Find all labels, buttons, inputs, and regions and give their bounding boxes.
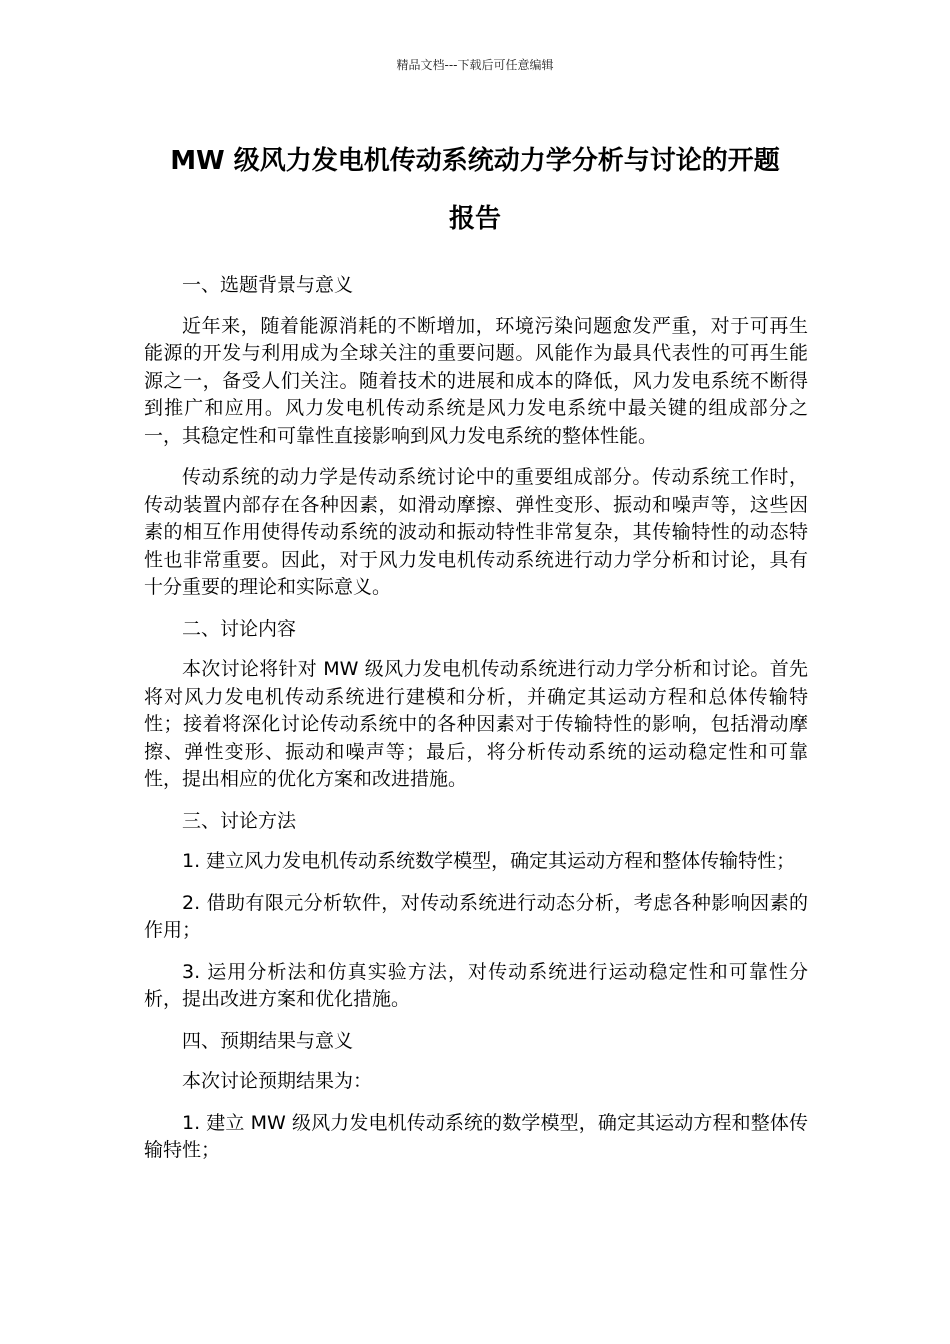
document-title-line1: MW 级风力发电机传动系统动力学分析与讨论的开题 <box>170 146 780 176</box>
section1-paragraph2: 传动系统的动力学是传动系统讨论中的重要组成部分。传动系统工作时，传动装置内部存在各种因素，如滑动摩擦、弹性变形、振动和噪声等，这些因素的相互作用使得传动系统的波动和振动特性非常复杂，其传输特性的动态特性也非常重要。因此，对于风力发电机传动系统进行动力学分析和讨论，具有十分重要的理论和实际意义。 <box>144 466 808 598</box>
section2-paragraph1: 本次讨论将针对 MW 级风力发电机传动系统进行动力学分析和讨论。首先将对风力发电机传动系统进行建模和分析，并确定其运动方程和总体传输特性；接着将深化讨论传动系统中的各种因素对于传输特性的影响，包括滑动摩擦、弹性变形、振动和噪声等；最后，将分析传动系统的运动稳定性和可靠性，提出相应的优化方案和改进措施。 <box>144 658 808 790</box>
section4-heading: 四、预期结果与意义 <box>182 1029 354 1052</box>
section1-paragraph1: 近年来，随着能源消耗的不断增加，环境污染问题愈发严重，对于可再生能源的开发与利用成为全球关注的重要问题。风能作为最具代表性的可再生能源之一，备受人们关注。随着技术的进展和成本的降低，风力发电系统不断得到推广和应用。风力发电机传动系统是风力发电系统中最关键的组成部分之一，其稳定性和可靠性直接影响到风力发电系统的整体性能。 <box>144 314 808 447</box>
document-title-line2: 报告 <box>448 204 501 234</box>
section4-intro: 本次讨论预期结果为： <box>182 1070 373 1092</box>
section3-item1: 1. 建立风力发电机传动系统数学模型，确定其运动方程和整体传输特性； <box>182 850 796 872</box>
section1-heading: 一、选题背景与意义 <box>182 274 354 296</box>
document-title <box>140 132 810 248</box>
document-body <box>144 272 808 1179</box>
section3-heading: 三、讨论方法 <box>182 809 297 832</box>
page-header-watermark: 精品文档---下载后可任意编辑 <box>396 58 554 72</box>
section2-heading: 二、讨论内容 <box>182 617 297 640</box>
section3-item2: 2. 借助有限元分析软件，对传动系统进行动态分析，考虑各种影响因素的作用； <box>144 891 808 941</box>
section4-item1: 1. 建立 MW 级风力发电机传动系统的数学模型，确定其运动方程和整体传输特性； <box>144 1111 808 1161</box>
section3-item3: 3. 运用分析法和仿真实验方法，对传动系统进行运动稳定性和可靠性分析，提出改进方案和优化措施。 <box>144 960 808 1010</box>
